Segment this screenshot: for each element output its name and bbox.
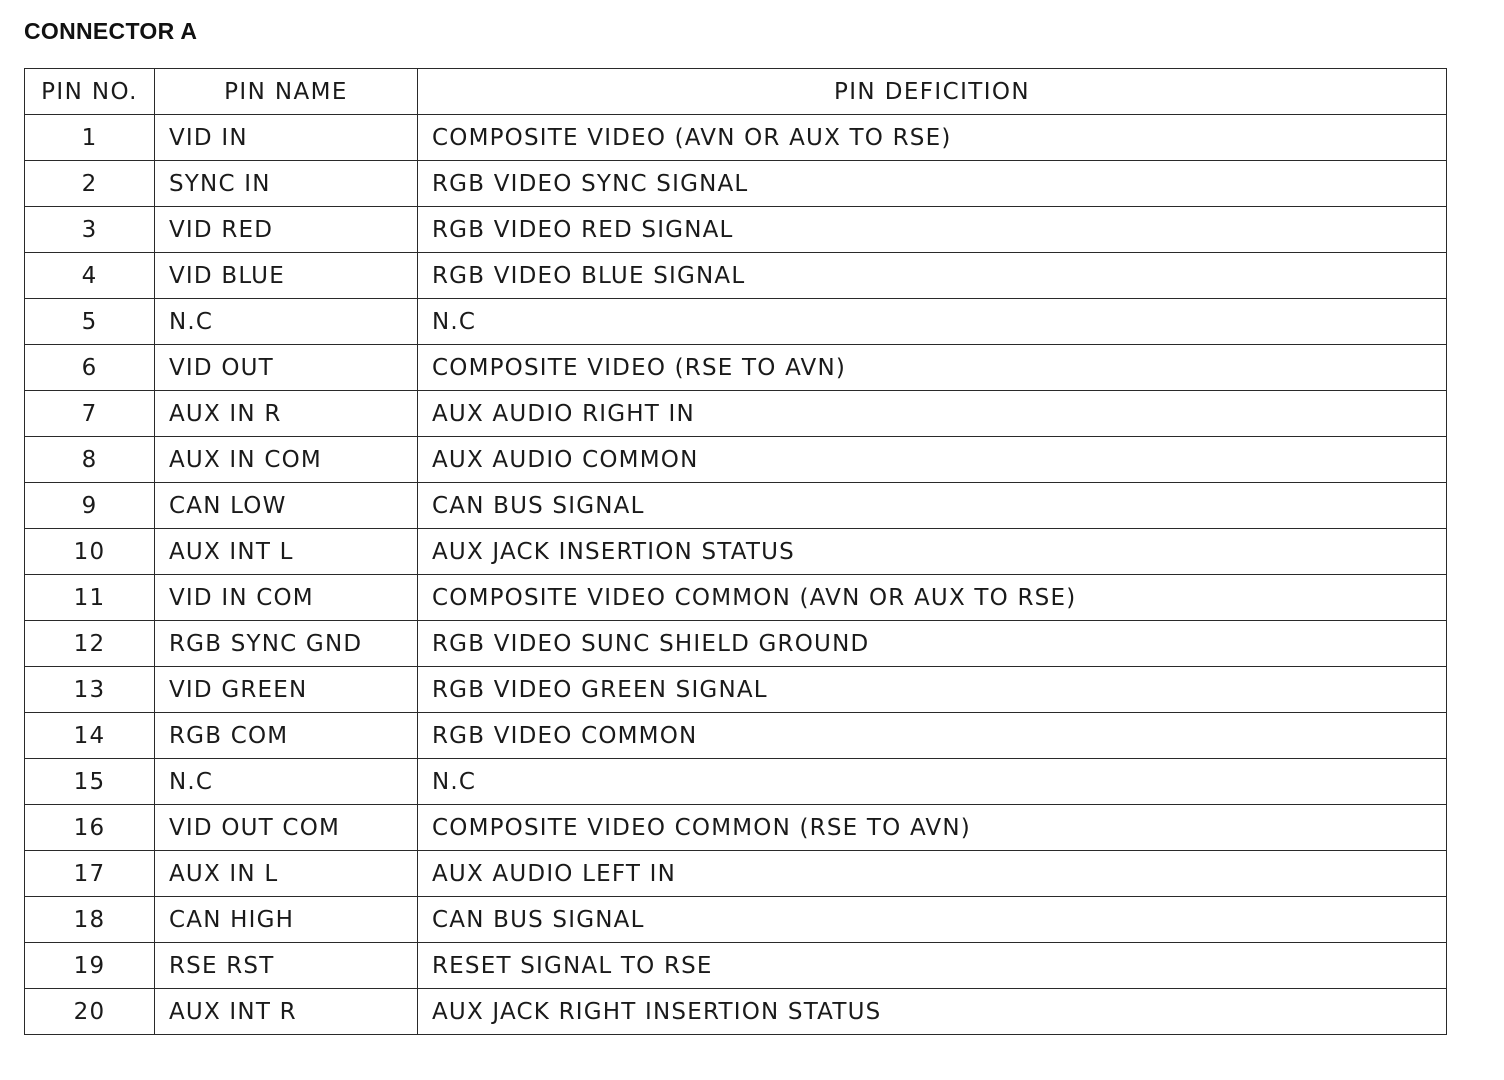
- pin-number: 7: [25, 391, 155, 437]
- table-header-row: [25, 69, 1447, 115]
- header-pin-no: PIN NO.: [25, 69, 155, 115]
- pin-name: N.C: [155, 759, 418, 805]
- table-row: [25, 115, 1447, 161]
- pin-number: 2: [25, 161, 155, 207]
- pin-number: 15: [25, 759, 155, 805]
- pin-number: 12: [25, 621, 155, 667]
- pin-name: VID OUT COM: [155, 805, 418, 851]
- table-row: [25, 483, 1447, 529]
- table-row: [25, 345, 1447, 391]
- table-row: [25, 667, 1447, 713]
- pin-definition: AUX AUDIO RIGHT IN: [418, 391, 1447, 437]
- pin-number: 4: [25, 253, 155, 299]
- pin-number: 14: [25, 713, 155, 759]
- table-row: [25, 575, 1447, 621]
- pin-number: 6: [25, 345, 155, 391]
- table-row: [25, 529, 1447, 575]
- pin-number: 9: [25, 483, 155, 529]
- pin-name: CAN HIGH: [155, 897, 418, 943]
- table-row: [25, 161, 1447, 207]
- pin-definition: RGB VIDEO COMMON: [418, 713, 1447, 759]
- pin-number: 3: [25, 207, 155, 253]
- table-row: [25, 897, 1447, 943]
- page-title: CONNECTOR A: [24, 18, 198, 44]
- pin-name: AUX IN L: [155, 851, 418, 897]
- header-pin-definition: PIN DEFICITION: [418, 69, 1447, 115]
- pin-definition: COMPOSITE VIDEO COMMON (AVN OR AUX TO RSE): [418, 575, 1447, 621]
- table-row: [25, 713, 1447, 759]
- pin-table: [24, 68, 1447, 1035]
- pin-definition: RGB VIDEO SUNC SHIELD GROUND: [418, 621, 1447, 667]
- pin-definition: CAN BUS SIGNAL: [418, 897, 1447, 943]
- pin-number: 5: [25, 299, 155, 345]
- pin-definition: COMPOSITE VIDEO (AVN OR AUX TO RSE): [418, 115, 1447, 161]
- header-pin-name: PIN NAME: [155, 69, 418, 115]
- pin-definition: N.C: [418, 759, 1447, 805]
- pin-definition: AUX AUDIO LEFT IN: [418, 851, 1447, 897]
- pin-name: VID BLUE: [155, 253, 418, 299]
- pin-number: 10: [25, 529, 155, 575]
- pin-number: 11: [25, 575, 155, 621]
- pin-definition: RGB VIDEO BLUE SIGNAL: [418, 253, 1447, 299]
- pin-name: VID RED: [155, 207, 418, 253]
- pin-definition: AUX JACK INSERTION STATUS: [418, 529, 1447, 575]
- table-row: [25, 851, 1447, 897]
- pin-number: 16: [25, 805, 155, 851]
- table-row: [25, 805, 1447, 851]
- table-row: [25, 299, 1447, 345]
- pin-name: VID OUT: [155, 345, 418, 391]
- table-row: [25, 989, 1447, 1035]
- pin-name: RGB SYNC GND: [155, 621, 418, 667]
- table-row: [25, 437, 1447, 483]
- table-row: [25, 759, 1447, 805]
- pin-name: AUX IN COM: [155, 437, 418, 483]
- table-row: [25, 391, 1447, 437]
- pin-name: AUX INT L: [155, 529, 418, 575]
- pin-definition: AUX AUDIO COMMON: [418, 437, 1447, 483]
- pin-definition: AUX JACK RIGHT INSERTION STATUS: [418, 989, 1447, 1035]
- pin-number: 1: [25, 115, 155, 161]
- pin-number: 18: [25, 897, 155, 943]
- pin-definition: N.C: [418, 299, 1447, 345]
- pin-name: CAN LOW: [155, 483, 418, 529]
- pin-definition: COMPOSITE VIDEO COMMON (RSE TO AVN): [418, 805, 1447, 851]
- pin-number: 13: [25, 667, 155, 713]
- table-row: [25, 207, 1447, 253]
- pin-definition: RGB VIDEO RED SIGNAL: [418, 207, 1447, 253]
- pin-number: 20: [25, 989, 155, 1035]
- pin-number: 19: [25, 943, 155, 989]
- pin-definition: COMPOSITE VIDEO (RSE TO AVN): [418, 345, 1447, 391]
- pin-name: VID IN COM: [155, 575, 418, 621]
- table-row: [25, 943, 1447, 989]
- pin-definition: CAN BUS SIGNAL: [418, 483, 1447, 529]
- pin-name: SYNC IN: [155, 161, 418, 207]
- pin-definition: RGB VIDEO GREEN SIGNAL: [418, 667, 1447, 713]
- pin-name: RGB COM: [155, 713, 418, 759]
- pin-name: RSE RST: [155, 943, 418, 989]
- pin-name: AUX IN R: [155, 391, 418, 437]
- pin-number: 8: [25, 437, 155, 483]
- pin-name: VID IN: [155, 115, 418, 161]
- pin-definition: RESET SIGNAL TO RSE: [418, 943, 1447, 989]
- pin-definition: RGB VIDEO SYNC SIGNAL: [418, 161, 1447, 207]
- table-row: [25, 253, 1447, 299]
- pin-name: VID GREEN: [155, 667, 418, 713]
- table-row: [25, 621, 1447, 667]
- pin-name: N.C: [155, 299, 418, 345]
- pin-number: 17: [25, 851, 155, 897]
- pin-name: AUX INT R: [155, 989, 418, 1035]
